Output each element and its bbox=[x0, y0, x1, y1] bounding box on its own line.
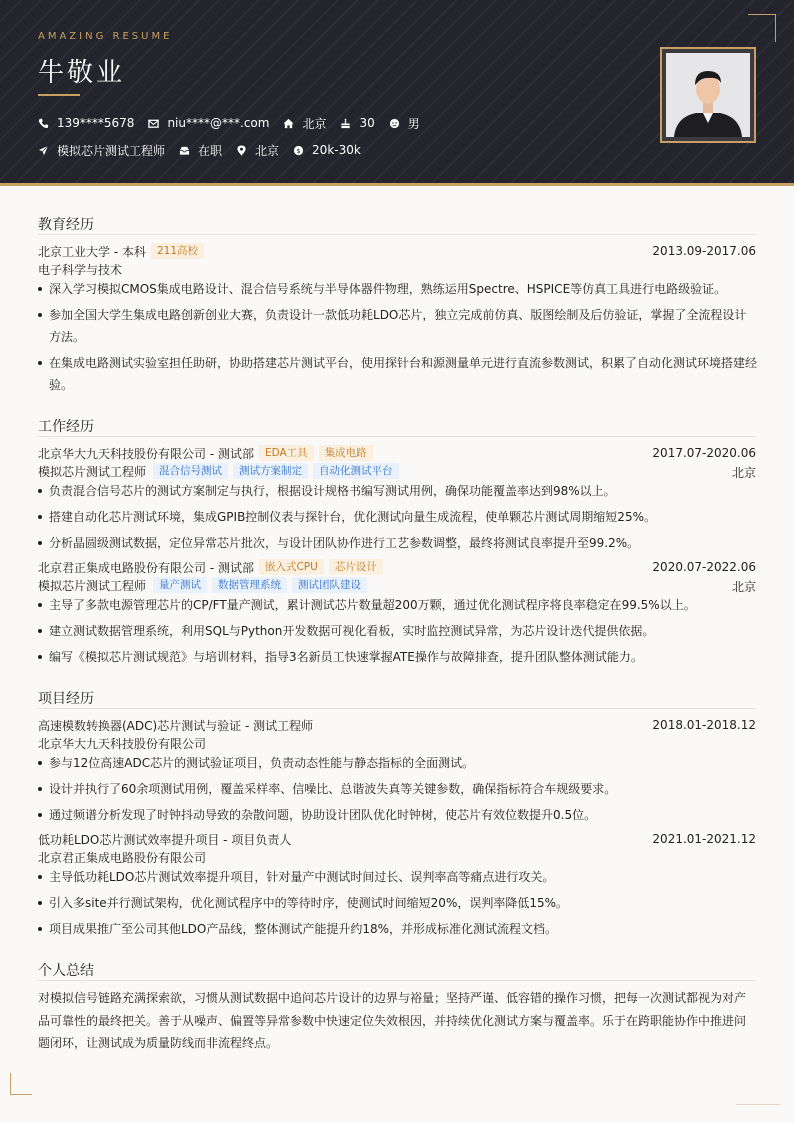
school-degree: 北京工业大学 - 本科 bbox=[38, 244, 146, 259]
work-date: 2017.07-2020.06 bbox=[652, 446, 756, 460]
city-item bbox=[283, 115, 326, 132]
gender-text: 男 bbox=[407, 116, 420, 131]
money-icon bbox=[293, 145, 304, 156]
list-item: 项目成果推广至公司其他LDO产品线，整体测试产能提升约18%，并形成标准化测试流程文档。 bbox=[38, 918, 758, 940]
project-header bbox=[38, 831, 756, 847]
phone-text: 139****5678 bbox=[57, 116, 135, 130]
inbox-icon bbox=[179, 145, 190, 156]
education-date: 2013.09-2017.06 bbox=[652, 244, 756, 258]
corner-decoration bbox=[748, 14, 776, 42]
portrait-illustration bbox=[666, 53, 750, 137]
age-item bbox=[340, 116, 374, 130]
industry-tag: 嵌入式CPU bbox=[259, 559, 324, 575]
email-icon bbox=[148, 118, 159, 129]
school-tag: 211高校 bbox=[151, 243, 204, 259]
list-item: 设计并执行了60余项测试用例，覆盖采样率、信噪比、总谐波失真等关键参数，确保指标符合车规级要求。 bbox=[38, 778, 758, 800]
skill-tag: 测试方案制定 bbox=[233, 463, 308, 479]
section-title-projects: 项目经历 bbox=[38, 691, 94, 707]
phone-icon bbox=[38, 118, 49, 129]
list-item: 编写《模拟芯片测试规范》与培训材料，指导3名新员工快速掌握ATE操作与故障排查，提升团队整体测试能力。 bbox=[38, 646, 758, 668]
list-item: 深入学习模拟CMOS集成电路设计、混合信号系统与半导体器件物理，熟练运用Spectre、HSPICE等仿真工具进行电路级验证。 bbox=[38, 278, 758, 300]
target-city-item bbox=[236, 142, 279, 159]
company: 北京君正集成电路股份有限公司 - 测试部 bbox=[38, 560, 254, 575]
work-title-line bbox=[38, 577, 756, 593]
list-item: 搭建自动化芯片测试环境，集成GPIB控制仪表与探针台，优化测试向量生成流程，使单颗芯片测试周期缩短25%。 bbox=[38, 506, 758, 528]
list-item: 在集成电路测试实验室担任助研，协助搭建芯片测试平台，使用探针台和源测量单元进行直流参数测试，积累了自动化测试环境搭建经验。 bbox=[38, 352, 758, 396]
header-gold-line bbox=[0, 183, 794, 186]
skill-tag: 数据管理系统 bbox=[212, 577, 287, 593]
email-item bbox=[148, 116, 269, 130]
svg-text:$: $ bbox=[296, 146, 301, 155]
job-intent-row bbox=[38, 141, 375, 159]
corner-decoration bbox=[10, 1073, 32, 1095]
project-name: 低功耗LDO芯片测试效率提升项目 - 项目负责人 bbox=[38, 832, 292, 847]
work-location: 北京 bbox=[731, 466, 756, 480]
list-item: 建立测试数据管理系统，利用SQL与Python开发数据可视化看板，实时监控测试异常，为芯片设计迭代提供依据。 bbox=[38, 620, 758, 642]
list-item: 主导低功耗LDO芯片测试效率提升项目，针对量产中测试时间过长、误判率高等痛点进行攻关。 bbox=[38, 866, 758, 888]
section-divider bbox=[38, 980, 756, 981]
candidate-name: 牛敬业 bbox=[38, 58, 126, 88]
salary-text: 20k-30k bbox=[312, 143, 361, 157]
list-item: 主导了多款电源管理芯片的CP/FT量产测试，累计测试芯片数量超200万颗，通过优化测试程序将良率稳定在99.5%以上。 bbox=[38, 594, 758, 616]
list-item: 参与12位高速ADC芯片的测试验证项目，负责动态性能与静态指标的全面测试。 bbox=[38, 752, 758, 774]
photo-image bbox=[666, 53, 750, 137]
name-underline bbox=[38, 94, 80, 96]
list-item: 引入多site并行测试架构，优化测试程序中的等待时序，使测试时间缩短20%，误判率降低15%。 bbox=[38, 892, 758, 914]
brand-label: AMAZING RESUME bbox=[38, 31, 173, 42]
industry-tag: 集成电路 bbox=[319, 445, 373, 461]
list-item: 负责混合信号芯片的测试方案制定与执行，根据设计规格书编写测试用例，确保功能覆盖率达到98%以上。 bbox=[38, 480, 758, 502]
summary-text: 对模拟信号链路充满探索欲，习惯从测试数据中追问芯片设计的边界与裕量；坚持严谨、低容错的操作习惯，把每一次测试都视为对产品可靠性的最终把关。善于从噪声、偏置等异常参数中快速定位失效根因，并持续优化测试方案与覆盖率。乐于在跨职能协作中推进问题闭环，让测试成为质量防线而非流程终点。 bbox=[38, 991, 747, 1050]
home-icon bbox=[283, 118, 294, 129]
job-title: 模拟芯片测试工程师 bbox=[38, 464, 147, 479]
section-divider bbox=[38, 436, 756, 437]
skill-tag: 混合信号测试 bbox=[153, 463, 228, 479]
phone-item bbox=[38, 116, 134, 130]
target-city-text: 北京 bbox=[255, 143, 280, 158]
education-header bbox=[38, 243, 756, 259]
project-header bbox=[38, 717, 756, 733]
industry-tag: 芯片设计 bbox=[329, 559, 383, 575]
project-company: 北京君正集成电路股份有限公司 bbox=[38, 850, 207, 865]
footer-line bbox=[736, 1104, 780, 1105]
target-job-text: 模拟芯片测试工程师 bbox=[57, 143, 166, 158]
company: 北京华大九天科技股份有限公司 - 测试部 bbox=[38, 446, 254, 461]
status-text: 在职 bbox=[198, 143, 223, 158]
skill-tag: 测试团队建设 bbox=[292, 577, 367, 593]
work-title-line bbox=[38, 463, 756, 479]
contact-row bbox=[38, 114, 434, 132]
resume-header bbox=[0, 0, 794, 183]
target-job-item bbox=[38, 142, 165, 159]
send-icon bbox=[38, 145, 49, 156]
major: 电子科学与技术 bbox=[38, 262, 123, 277]
gender-item bbox=[389, 115, 420, 132]
list-item: 通过频谱分析发现了时钟抖动导致的杂散问题，协助设计团队优化时钟树，使芯片有效位数提升0.5位。 bbox=[38, 804, 758, 826]
salary-item bbox=[293, 143, 361, 157]
status-item bbox=[179, 142, 222, 159]
section-divider bbox=[38, 708, 756, 709]
age-text: 30 bbox=[359, 116, 375, 130]
section-title-work: 工作经历 bbox=[38, 419, 94, 435]
project-date: 2018.01-2018.12 bbox=[652, 718, 756, 732]
industry-tag: EDA工具 bbox=[259, 445, 314, 461]
cake-icon bbox=[340, 118, 351, 129]
location-pin-icon bbox=[236, 145, 247, 156]
skill-tag: 量产测试 bbox=[153, 577, 207, 593]
work-date: 2020.07-2022.06 bbox=[652, 560, 756, 574]
list-item: 分析晶圆级测试数据，定位异常芯片批次，与设计团队协作进行工艺参数调整，最终将测试良率提升至99.2%。 bbox=[38, 532, 758, 554]
person-icon bbox=[389, 118, 400, 129]
section-title-education: 教育经历 bbox=[38, 217, 94, 233]
project-company: 北京华大九天科技股份有限公司 bbox=[38, 736, 207, 751]
job-title: 模拟芯片测试工程师 bbox=[38, 578, 147, 593]
major-line bbox=[38, 261, 756, 277]
project-date: 2021.01-2021.12 bbox=[652, 832, 756, 846]
section-title-summary: 个人总结 bbox=[38, 963, 94, 979]
work-header bbox=[38, 559, 756, 575]
work-location: 北京 bbox=[731, 580, 756, 594]
email-text: niu****@***.com bbox=[167, 116, 270, 130]
project-company-line bbox=[38, 735, 756, 751]
profile-photo bbox=[660, 47, 756, 143]
section-divider bbox=[38, 234, 756, 235]
project-company-line bbox=[38, 849, 756, 865]
city-text: 北京 bbox=[302, 116, 327, 131]
project-name: 高速模数转换器(ADC)芯片测试与验证 - 测试工程师 bbox=[38, 718, 314, 733]
list-item: 参加全国大学生集成电路创新创业大赛，负责设计一款低功耗LDO芯片，独立完成前仿真、版图绘制及后仿验证，掌握了全流程设计方法。 bbox=[38, 304, 758, 348]
skill-tag: 自动化测试平台 bbox=[313, 463, 399, 479]
work-header bbox=[38, 445, 756, 461]
